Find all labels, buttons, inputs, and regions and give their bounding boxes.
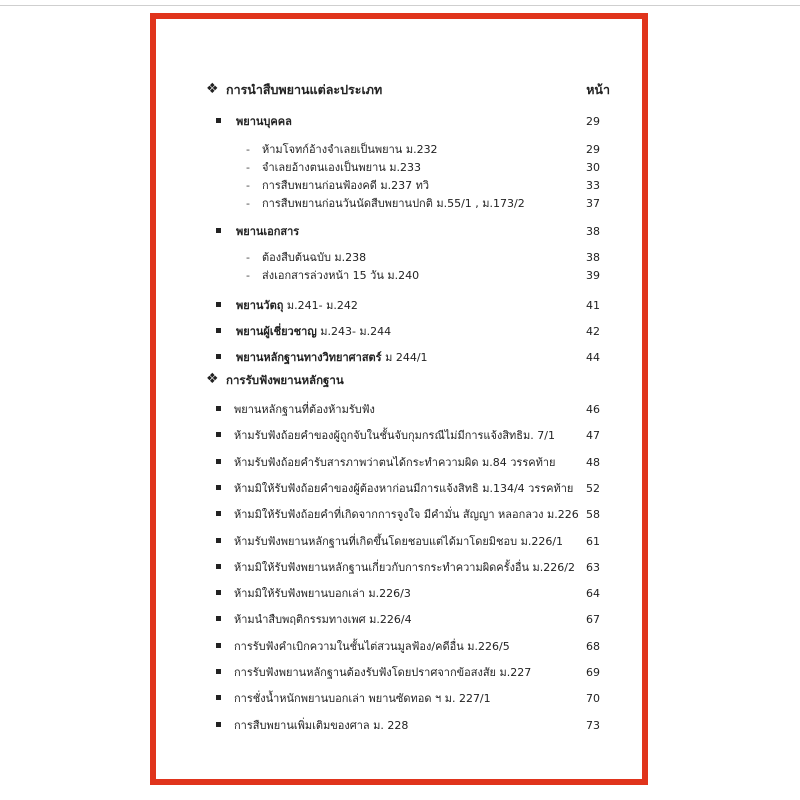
toc-subentry [156, 269, 642, 285]
entry-title: ห้ามมิให้รับฟังพยานหลักฐานเกี่ยวกับการกระทำความผิดครั้งอื่น ม.226/2 [234, 561, 576, 574]
toc-subentry [156, 179, 642, 195]
toc-subentry [156, 251, 642, 267]
toc-entry [156, 482, 642, 498]
entry-page: 58 [586, 508, 600, 521]
dash-bullet: - [246, 161, 250, 174]
square-bullet-icon [216, 485, 221, 490]
entry-title: พยานบุคคล [236, 115, 292, 128]
square-bullet-icon [216, 228, 221, 233]
section-header [156, 373, 642, 389]
square-bullet-icon [216, 669, 221, 674]
page-column-header: หน้า [586, 82, 610, 97]
section-header [156, 83, 642, 99]
subentry-title: ส่งเอกสารล่วงหน้า 15 วัน ม.240 [262, 269, 420, 282]
toc-entry [156, 299, 642, 315]
subentry-page: 37 [586, 197, 600, 210]
entry-page: 61 [586, 535, 600, 548]
entry-page: 38 [586, 225, 600, 238]
top-rule [0, 5, 800, 6]
entry-note: ม 244/1 [381, 351, 428, 364]
square-bullet-icon [216, 538, 221, 543]
toc-content [156, 19, 642, 779]
dash-bullet: - [246, 197, 250, 210]
square-bullet-icon [216, 511, 221, 516]
toc-entry [156, 692, 642, 708]
toc-entry [156, 535, 642, 551]
entry-title: พยานหลักฐานที่ต้องห้ามรับฟัง [234, 403, 375, 416]
square-bullet-icon [216, 302, 221, 307]
entry-page: 68 [586, 640, 600, 653]
entry-title: การรับฟังพยานหลักฐานต้องรับฟังโดยปราศจากข้อสงสัย ม.227 [234, 666, 532, 679]
dash-bullet: - [246, 251, 250, 264]
entry-page: 52 [586, 482, 600, 495]
entry-title: การชั่งน้ำหนักพยานบอกเล่า พยานซัดทอด ฯ ม. 227/1 [234, 692, 491, 705]
entry-page: 63 [586, 561, 600, 574]
subentry-page: 38 [586, 251, 600, 264]
dash-bullet: - [246, 179, 250, 192]
entry-page: 46 [586, 403, 600, 416]
diamond-bullet-icon: ❖ [206, 81, 219, 97]
page-frame [150, 13, 648, 785]
square-bullet-icon [216, 432, 221, 437]
diamond-bullet-icon: ❖ [206, 371, 219, 387]
dash-bullet: - [246, 269, 250, 282]
subentry-title: ห้ามโจทก์อ้างจำเลยเป็นพยาน ม.232 [262, 143, 438, 156]
entry-page: 67 [586, 613, 600, 626]
square-bullet-icon [216, 564, 221, 569]
toc-entry [156, 666, 642, 682]
toc-entry [156, 508, 642, 524]
square-bullet-icon [216, 328, 221, 333]
square-bullet-icon [216, 459, 221, 464]
toc-entry [156, 115, 642, 131]
entry-title: ห้ามรับฟังพยานหลักฐานที่เกิดขึ้นโดยชอบแต่ได้มาโดยมิชอบ ม.226/1 [234, 535, 564, 548]
subentry-page: 30 [586, 161, 600, 174]
entry-page: 41 [586, 299, 600, 312]
subentry-page: 39 [586, 269, 600, 282]
entry-title: พยานผู้เชี่ยวชาญ [236, 325, 317, 338]
subentry-page: 33 [586, 179, 600, 192]
square-bullet-icon [216, 406, 221, 411]
entry-page: 42 [586, 325, 600, 338]
square-bullet-icon [216, 722, 221, 727]
entry-title: พยานหลักฐานทางวิทยาศาสตร์ [236, 351, 382, 364]
square-bullet-icon [216, 695, 221, 700]
entry-page: 73 [586, 719, 600, 732]
entry-page: 69 [586, 666, 600, 679]
toc-subentry [156, 197, 642, 213]
entry-title: ห้ามมิให้รับฟังถ้อยคำที่เกิดจากการจูงใจ มีคำมั่น สัญญา หลอกลวง ม.226 [234, 508, 579, 521]
toc-entry [156, 225, 642, 241]
square-bullet-icon [216, 590, 221, 595]
toc-entry [156, 561, 642, 577]
square-bullet-icon [216, 643, 221, 648]
toc-subentry [156, 161, 642, 177]
toc-entry [156, 456, 642, 472]
toc-entry [156, 613, 642, 629]
section-title: การรับฟังพยานหลักฐาน [226, 373, 344, 387]
toc-entry [156, 429, 642, 445]
entry-title: ห้ามรับฟังถ้อยคำของผู้ถูกจับในชั้นจับกุมกรณีไม่มีการแจ้งสิทธิม. 7/1 [234, 429, 555, 442]
entry-title: ห้ามนำสืบพฤติกรรมทางเพศ ม.226/4 [234, 613, 412, 626]
entry-title: ห้ามมิให้รับฟังถ้อยคำของผู้ต้องหาก่อนมีการแจ้งสิทธิ ม.134/4 วรรคท้าย [234, 482, 574, 495]
toc-entry [156, 351, 642, 367]
square-bullet-icon [216, 118, 221, 123]
subentry-page: 29 [586, 143, 600, 156]
entry-page: 47 [586, 429, 600, 442]
subentry-title: จำเลยอ้างตนเองเป็นพยาน ม.233 [262, 161, 422, 174]
toc-entry [156, 587, 642, 603]
entry-note: ม.243- ม.244 [316, 325, 392, 338]
square-bullet-icon [216, 616, 221, 621]
toc-entry [156, 719, 642, 735]
square-bullet-icon [216, 354, 221, 359]
subentry-title: การสืบพยานก่อนวันนัดสืบพยานปกติ ม.55/1 , ม.173/2 [262, 197, 525, 210]
entry-page: 70 [586, 692, 600, 705]
entry-page: 64 [586, 587, 600, 600]
entry-title: ห้ามมิให้รับฟังพยานบอกเล่า ม.226/3 [234, 587, 411, 600]
entry-page: 29 [586, 115, 600, 128]
entry-page: 44 [586, 351, 600, 364]
entry-note: ม.241- ม.242 [283, 299, 358, 312]
entry-title: พยานเอกสาร [236, 225, 300, 238]
entry-title: ห้ามรับฟังถ้อยคำรับสารภาพว่าตนได้กระทำความผิด ม.84 วรรคท้าย [234, 456, 556, 469]
entry-title: การรับฟังคำเบิกความในชั้นไต่สวนมูลฟ้อง/คดีอื่น ม.226/5 [234, 640, 510, 653]
subentry-title: ต้องสืบต้นฉบับ ม.238 [262, 251, 367, 264]
entry-title: การสืบพยานเพิ่มเติมของศาล ม. 228 [234, 719, 409, 732]
entry-page: 48 [586, 456, 600, 469]
toc-entry [156, 325, 642, 341]
toc-entry [156, 640, 642, 656]
entry-title: พยานวัตถุ [236, 299, 284, 312]
dash-bullet: - [246, 143, 250, 156]
toc-subentry [156, 143, 642, 159]
section-title: การนำสืบพยานแต่ละประเภท [226, 82, 383, 97]
subentry-title: การสืบพยานก่อนฟ้องคดี ม.237 ทวิ [262, 179, 430, 192]
toc-entry [156, 403, 642, 419]
